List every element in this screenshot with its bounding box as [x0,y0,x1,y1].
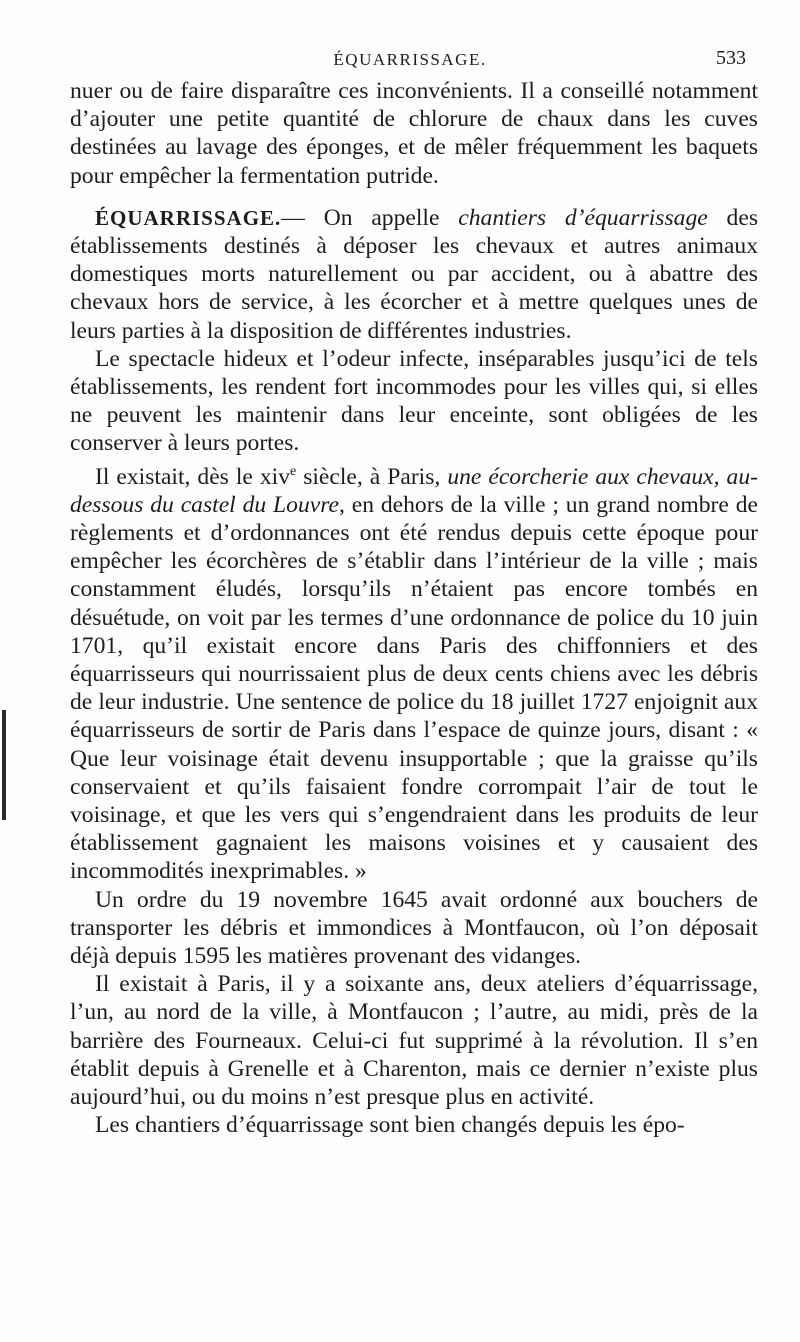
paragraph: Un ordre du 19 novembre 1645 avait ordonné aux bouchers de transporter les débris et immondices à Montfaucon, où l’on déposait déjà depuis 1595 les matières provenant des vidanges. [70,886,758,969]
entry-text-rest: des établissements destinés à déposer les chevaux et autres animaux domestiques morts naturellement ou par accident, ou à abattre des chevaux hors de service, à les écorcher et à mettre quelques unes de leurs parties à la disposition de différentes industries. [70,204,759,344]
history-text-rest: , en dehors de la ville ; un grand nombre de règlements et d’ordonnances ont été rendus depuis cette époque pour empêcher les écorchères de s’établir dans l’intérieur de la ville ; mais constamment éludés, lorsqu’ils n’étaient pas encore tombés en désuétude, on voit par les termes d’une ordonnance de police du 10 juin 1701, qu’il existait encore dans Paris des chiffonniers et des équarrisseurs qui nourrissaient plus de deux cents chiens avec les débris de leur industrie. Une sentence de police du 18 juillet 1727 enjoignit aux équarrisseurs de sortir de Paris dans l’espace de quinze jours, disant : « Que leur voisinage était devenu insupportable ; que la graisse qu’ils conservaient et qu’ils faisaient fondre corrompait l’air de tout le voisinage, et que les vers qui s’engendraient dans les produits de leur établissement gagnaient les maisons voisines et y causaient des incommodités inexprimables. » [70,491,758,885]
entry-paragraph [70,204,758,345]
paragraph-continuation: nuer ou de faire disparaître ces inconvénients. Il a conseillé notamment d’ajouter une petite quantité de chlorure de chaux dans les cuves destinées au lavage des éponges, et de mêler fréquemment les baquets pour empêcher la fermentation putride. [70,78,758,189]
entry-text-start: — On appelle [281,204,459,231]
history-text-mid: siècle, à Paris, [296,463,448,490]
paragraph-history [70,458,758,886]
page-number: 533 [716,47,746,69]
century-superscript: e [290,463,297,479]
page-header [70,44,750,74]
entry-heading: ÉQUARRISSAGE. [95,205,282,230]
entry-italic-term: chantiers d’équarrissage [458,204,708,231]
paragraph-gap [70,190,758,204]
history-italic-phrase: une écorcherie aux chevaux, au-dessous du castel du Louvre [70,463,758,518]
paragraph: Le spectacle hideux et l’odeur infecte, inséparables jusqu’ici de tels établissements, les rendent fort incommodes pour les villes qui, si elles ne peuvent les maintenir dans leur enceinte, sont obligées de les conserver à leurs portes. [70,345,758,457]
running-head: ÉQUARRISSAGE. [333,50,487,69]
paragraph: Les chantiers d’équarrissage sont bien changés depuis les épo- [95,1112,685,1139]
margin-mark [2,710,6,820]
body-text [70,77,758,1139]
history-text-start: Il existait, dès le xiv [95,463,290,490]
paragraph: Il existait à Paris, il y a soixante ans, deux ateliers d’équarrissage, l’un, au nord de la ville, à Montfaucon ; l’autre, au midi, près de la barrière des Fourneaux. Celui-ci fut supprimé à la révolution. Il s’en établit depuis à Grenelle et à Charenton, mais ce dernier n’existe plus aujourd’hui, ou du moins n’est presque plus en activité. [70,971,758,1110]
